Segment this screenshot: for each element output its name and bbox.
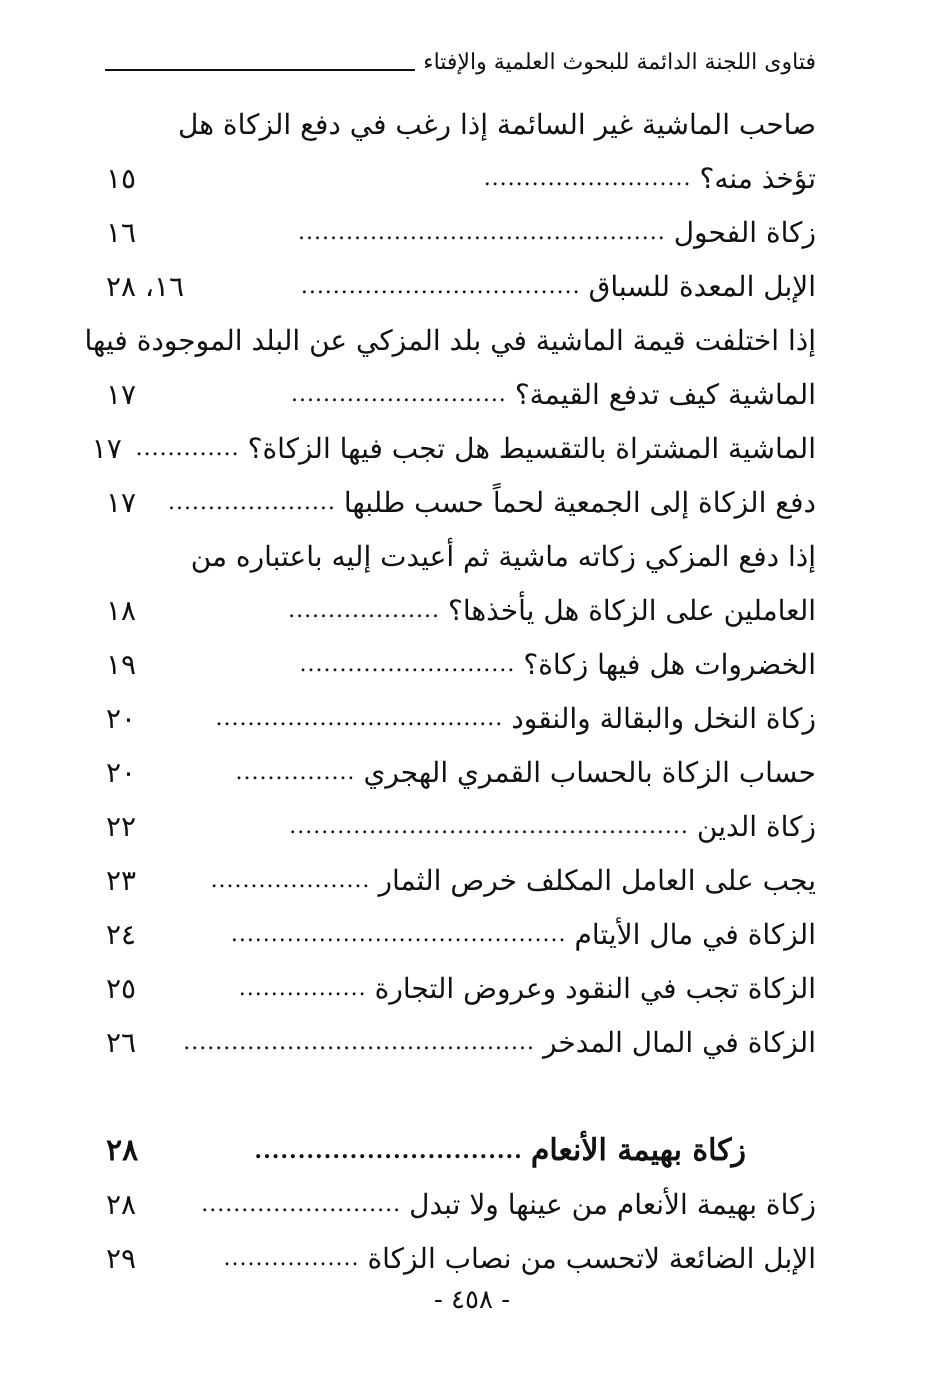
toc-entry-text: زكاة الدين xyxy=(696,810,816,843)
toc-line xyxy=(106,476,816,530)
toc-line xyxy=(106,152,816,206)
toc-line xyxy=(106,1232,816,1286)
header-title: فتاوى اللجنة الدائمة للبحوث العلمية والإفتاء xyxy=(423,50,816,75)
toc-page-number: ٢٨ xyxy=(106,1188,137,1221)
toc-entry-text: تؤخذ منه؟ xyxy=(699,162,816,195)
toc-entry-text: حساب الزكاة بالحساب القمري الهجري xyxy=(363,756,816,789)
toc-leader-dots: ............................................ xyxy=(183,1030,535,1055)
toc-line xyxy=(106,746,816,800)
toc-leader-dots: .......................... xyxy=(483,166,692,191)
toc-leader-dots: ................................... xyxy=(300,274,581,299)
toc-entry-text: العاملين على الزكاة هل يأخذها؟ xyxy=(447,594,816,627)
toc-leader-dots: ............. xyxy=(135,436,240,461)
toc-page-number: ٢٣ xyxy=(106,864,137,897)
toc-leader-dots: ..................... xyxy=(167,490,336,515)
toc-entry-text: الخضروات هل فيها زكاة؟ xyxy=(523,648,816,681)
toc-entry-text: الزكاة في المال المدخر xyxy=(542,1026,816,1059)
toc-line xyxy=(106,206,816,260)
toc-leader-dots: .......................................... xyxy=(230,922,567,947)
toc-page-number: ٢٤ xyxy=(106,918,137,951)
toc-leader-dots: .................................................. xyxy=(289,814,689,839)
section-title: زكاة بهيمة الأنعام xyxy=(530,1133,746,1168)
toc-section-heading xyxy=(106,1124,816,1178)
toc-line xyxy=(106,962,816,1016)
toc-leader-dots: .................... xyxy=(210,868,371,893)
toc-page-number: ٢٠ xyxy=(106,702,137,735)
toc-line xyxy=(106,260,816,314)
toc-line xyxy=(106,800,816,854)
toc-page-number: ١٦، ٢٨ xyxy=(106,270,185,303)
toc-entry-text: إذا دفع المزكي زكاته ماشية ثم أعيدت إليه باعتباره من xyxy=(190,540,816,573)
header-rule xyxy=(105,69,415,71)
section-spacer xyxy=(106,1070,816,1124)
toc-line xyxy=(106,692,816,746)
toc-line xyxy=(106,98,816,152)
toc-leader-dots: ................. xyxy=(223,1246,360,1271)
toc-page-number: ١٩ xyxy=(106,648,137,681)
toc-page-number: ٢٩ xyxy=(106,1242,137,1275)
toc-line xyxy=(106,854,816,908)
toc-entry-text: يجب على العامل المكلف خرص الثمار xyxy=(378,864,816,897)
toc-line xyxy=(84,314,816,368)
page-number-footer: - ٤٥٨ - xyxy=(433,1285,511,1315)
toc-page-number: ٢٨ xyxy=(106,1133,139,1168)
toc-page-number: ٢٥ xyxy=(106,972,137,1005)
toc-page-number: ١٧ xyxy=(106,378,137,411)
toc-entry-text: زكاة النخل والبقالة والنقود xyxy=(511,702,816,735)
toc-line xyxy=(91,422,816,476)
toc-entry-text: صاحب الماشية غير السائمة إذا رغب في دفع الزكاة هل xyxy=(178,108,816,141)
toc-entry-text: الإبل الضائعة لاتحسب من نصاب الزكاة xyxy=(367,1242,816,1275)
toc-page-number: ١٦ xyxy=(106,216,137,249)
toc-line xyxy=(106,1178,816,1232)
toc-line xyxy=(106,584,816,638)
toc-page-number: ٢٠ xyxy=(106,756,137,789)
toc-entry-text: زكاة بهيمة الأنعام من عينها ولا تبدل xyxy=(409,1188,816,1221)
toc-leader-dots: ........................... xyxy=(290,382,507,407)
table-of-contents xyxy=(84,98,816,1286)
toc-leader-dots: ............... xyxy=(235,760,356,785)
toc-entry-text: زكاة الفحول xyxy=(673,216,816,249)
toc-page-number: ٢٢ xyxy=(106,810,137,843)
toc-leader-dots: .................................... xyxy=(215,706,504,731)
toc-page-number: ١٥ xyxy=(106,162,137,195)
toc-line xyxy=(106,368,816,422)
toc-line xyxy=(106,530,816,584)
toc-page-number: ١٨ xyxy=(106,594,137,627)
toc-entry-text: الإبل المعدة للسباق xyxy=(588,270,816,303)
toc-line xyxy=(106,1016,816,1070)
toc-page-number: ٢٦ xyxy=(106,1026,137,1059)
toc-entry-text: إذا اختلفت قيمة الماشية في بلد المزكي عن البلد الموجودة فيها xyxy=(84,324,816,357)
toc-entry-text: دفع الزكاة إلى الجمعية لحماً حسب طلبها xyxy=(343,486,816,519)
toc-entry-text: الزكاة تجب في النقود وعروض التجارة xyxy=(374,972,816,1005)
toc-leader-dots: ........................... xyxy=(299,652,516,677)
toc-leader-dots: .............................................. xyxy=(298,220,666,245)
toc-leader-dots: ................... xyxy=(288,598,440,623)
toc-line xyxy=(106,908,816,962)
toc-leader-dots: ................ xyxy=(238,976,367,1001)
toc-leader-dots: ......................... xyxy=(201,1192,402,1217)
toc-leader-dots: ............................... xyxy=(254,1138,523,1164)
toc-entry-text: الزكاة في مال الأيتام xyxy=(574,918,816,951)
toc-entry-text: الماشية كيف تدفع القيمة؟ xyxy=(514,378,816,411)
toc-page-number: ١٧ xyxy=(106,486,137,519)
toc-page-number: ١٧ xyxy=(91,432,122,465)
toc-line xyxy=(106,638,816,692)
toc-entry-text: الماشية المشتراة بالتقسيط هل تجب فيها الزكاة؟ xyxy=(247,432,816,465)
running-header xyxy=(105,50,816,75)
